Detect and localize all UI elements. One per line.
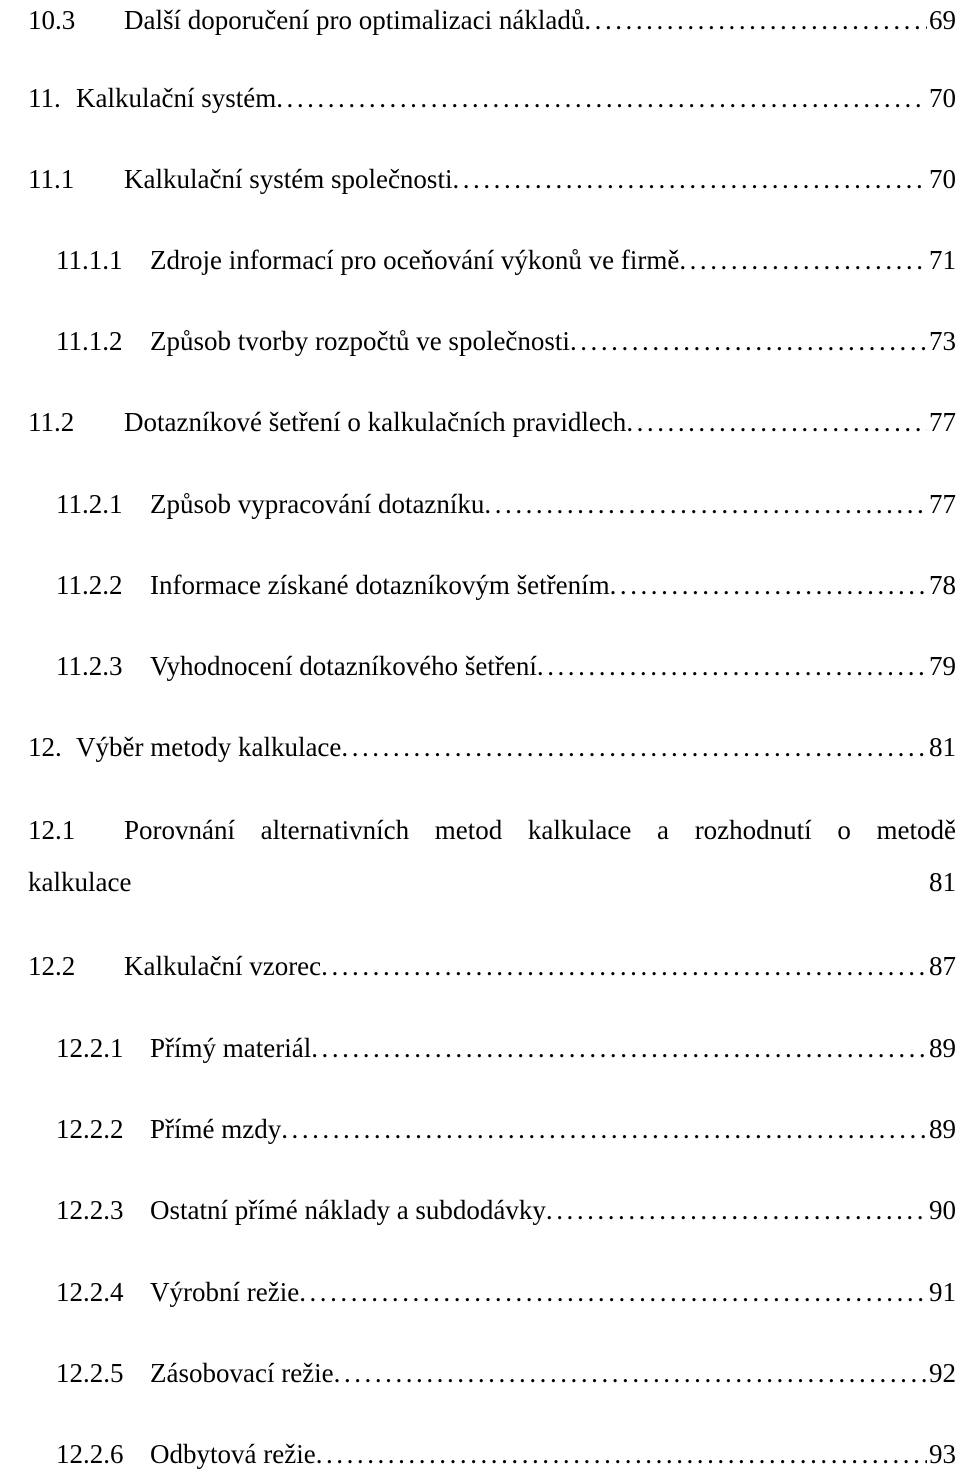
toc-entry-title: Zásobovací režie — [150, 1358, 334, 1388]
toc-entry-title: Kalkulační systém společnosti — [124, 164, 453, 194]
toc-entry-title: Informace získané dotazníkovým šetřením — [150, 570, 610, 600]
toc-entry-title: Vyhodnocení dotazníkového šetření — [150, 651, 537, 681]
toc-entry-page: 89 — [929, 1114, 956, 1144]
dot-leader — [484, 484, 927, 524]
dot-leader — [679, 240, 927, 280]
toc-entry[interactable] — [0, 159, 956, 199]
dot-leader — [626, 402, 927, 442]
toc-entry[interactable] — [0, 1028, 956, 1068]
toc-entry-title: Výběr metody kalkulace — [76, 732, 342, 762]
toc-entry-page: 79 — [929, 651, 956, 681]
toc-entry-page: 93 — [929, 1439, 956, 1469]
toc-entry-title: Kalkulační systém — [76, 83, 277, 113]
toc-entry[interactable] — [0, 1190, 956, 1230]
dot-leader — [341, 727, 927, 767]
dot-leader — [546, 1190, 927, 1230]
toc-entry-number: 11.2.3 — [56, 651, 123, 681]
toc-entry-page: 77 — [929, 489, 956, 519]
toc-entry-number: 12.2.2 — [56, 1114, 124, 1144]
dot-leader — [537, 646, 927, 686]
toc-entry-number: 12. — [28, 732, 62, 762]
toc-entry-title: Zdroje informací pro oceňování výkonů ve firmě — [150, 245, 680, 275]
dot-leader — [610, 565, 927, 605]
toc-entry-title: Přímé mzdy — [150, 1114, 282, 1144]
toc-entry-page: 92 — [929, 1358, 956, 1388]
toc-entry-title: Způsob vypracování dotazníku — [150, 489, 485, 519]
toc-entry[interactable] — [0, 727, 956, 767]
toc-entry[interactable] — [0, 1434, 956, 1474]
toc-entry-title: Porovnání alternativních metod kalkulace a rozhodnutí o metodě — [124, 815, 956, 845]
toc-entry-title: Ostatní přímé náklady a subdodávky — [150, 1195, 546, 1225]
toc-entry-page: 78 — [929, 570, 956, 600]
toc-entry-number: 10.3 — [28, 5, 76, 35]
toc-entry-title: Přímý materiál — [150, 1033, 312, 1063]
toc-entry[interactable] — [0, 240, 956, 280]
dot-leader — [570, 321, 927, 361]
dot-leader — [452, 159, 927, 199]
toc-entry[interactable] — [0, 946, 956, 986]
toc-entry-number: 12.2.3 — [56, 1195, 124, 1225]
toc-entry-number: 11.1 — [28, 164, 75, 194]
toc-entry-page: 73 — [929, 326, 956, 356]
dot-leader — [281, 1109, 927, 1149]
toc-entry-number: 11.2.2 — [56, 570, 123, 600]
toc-entry[interactable] — [0, 484, 956, 524]
toc-entry-title: Odbytová režie — [150, 1439, 316, 1469]
toc-entry-number: 11. — [28, 83, 61, 113]
toc-entry-number: 11.1.2 — [56, 326, 123, 356]
dot-leader — [276, 78, 927, 118]
toc-entry[interactable] — [0, 0, 956, 40]
toc-entry-page: 70 — [929, 164, 956, 194]
toc-entry-number: 12.2 — [28, 951, 76, 981]
toc-entry[interactable] — [0, 646, 956, 686]
toc-entry-page: 90 — [929, 1195, 956, 1225]
toc-entry[interactable] — [0, 402, 956, 442]
toc-entry-number: 11.2 — [28, 407, 75, 437]
toc-entry-number: 12.1 — [28, 815, 76, 845]
toc-entry-page: 89 — [929, 1033, 956, 1063]
toc-entry-number: 12.2.4 — [56, 1277, 124, 1307]
toc-entry-page: 81 — [929, 867, 956, 897]
dot-leader — [584, 0, 927, 40]
toc-entry-page: 77 — [929, 407, 956, 437]
dot-leader — [321, 946, 927, 986]
toc-entry[interactable] — [0, 78, 956, 118]
toc-entry-number: 11.2.1 — [56, 489, 123, 519]
dot-leader — [311, 1028, 927, 1068]
dot-leader — [334, 1353, 927, 1393]
toc-entry-title: Výrobní režie — [150, 1277, 300, 1307]
toc-entry-number: 12.2.6 — [56, 1439, 124, 1469]
toc-entry-number: 12.2.5 — [56, 1358, 124, 1388]
toc-entry-title: Dotazníkové šetření o kalkulačních pravidlech — [124, 407, 627, 437]
toc-entry[interactable] — [0, 1353, 956, 1393]
toc-entry-title-continued: kalkulace — [28, 867, 132, 897]
dot-leader — [299, 1272, 927, 1312]
dot-leader — [316, 1434, 927, 1474]
toc-entry-page: 87 — [929, 951, 956, 981]
toc-entry-page: 91 — [929, 1277, 956, 1307]
toc-entry-title: Kalkulační vzorec — [124, 951, 322, 981]
toc-entry-page: 71 — [929, 245, 956, 275]
toc-entry[interactable] — [0, 810, 956, 902]
toc-entry[interactable] — [0, 565, 956, 605]
toc-entry-number: 11.1.1 — [56, 245, 123, 275]
toc-entry-title: Způsob tvorby rozpočtů ve společnosti — [150, 326, 570, 356]
toc-entry-page: 81 — [929, 732, 956, 762]
toc-entry[interactable] — [0, 1272, 956, 1312]
toc-entry-page: 70 — [929, 83, 956, 113]
toc-entry-page: 69 — [929, 5, 956, 35]
toc-entry[interactable] — [0, 321, 956, 361]
toc-entry-title: Další doporučení pro optimalizaci nákladů — [124, 5, 585, 35]
toc-entry-number: 12.2.1 — [56, 1033, 124, 1063]
toc-entry[interactable] — [0, 1109, 956, 1149]
